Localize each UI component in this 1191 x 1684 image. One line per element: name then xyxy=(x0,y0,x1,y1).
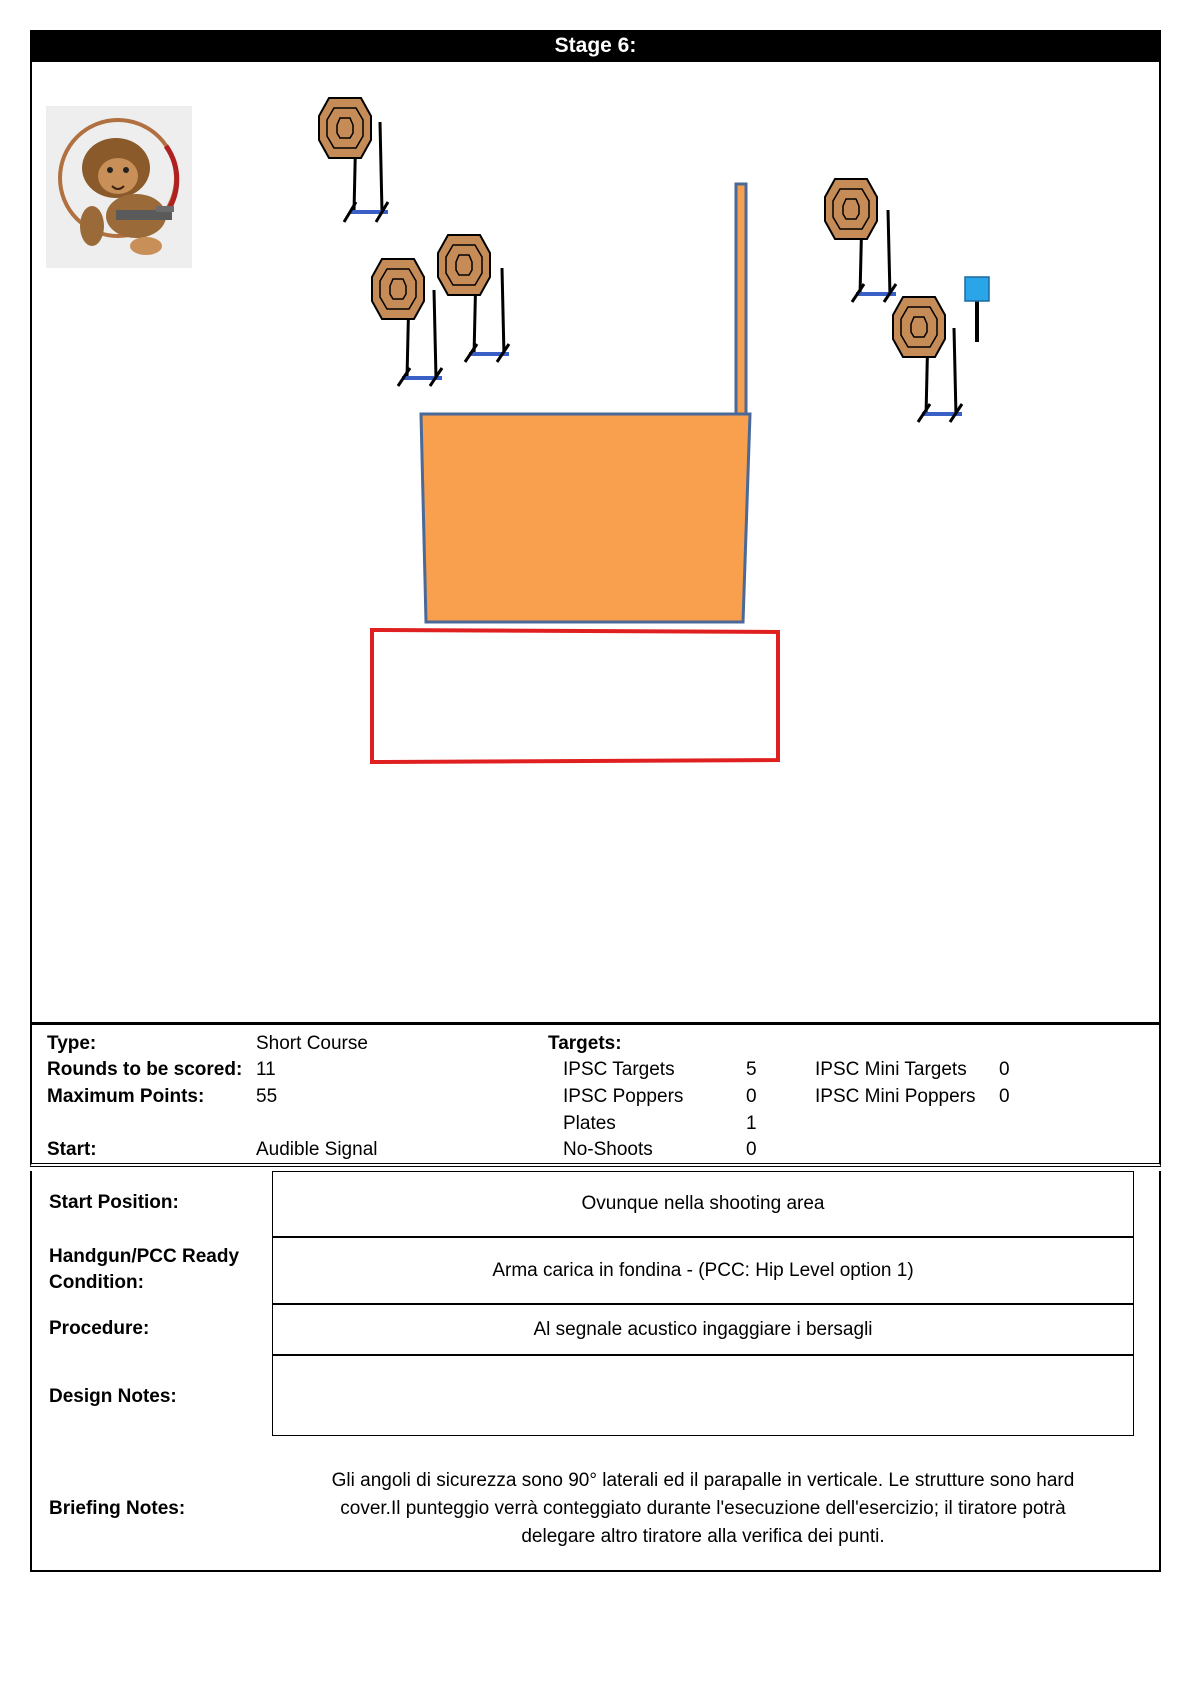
barricade-wall xyxy=(421,414,750,622)
stage-layout xyxy=(32,62,1159,1020)
target-type-count: 5 xyxy=(746,1059,757,1080)
design-notes-cell xyxy=(272,1355,1134,1436)
target-type-count: 0 xyxy=(746,1086,757,1107)
start-position-cell xyxy=(272,1171,1134,1237)
target-type-label: No-Shoots xyxy=(563,1139,653,1160)
ipsc-target-1 xyxy=(319,98,388,222)
mini-target-count: 0 xyxy=(999,1086,1010,1107)
briefing-notes-label: Briefing Notes: xyxy=(49,1498,186,1519)
ready-condition-value: Arma carica in fondina - (PCC: Hip Level option 1) xyxy=(492,1259,914,1281)
vertical-wall xyxy=(736,184,746,417)
stage-sheet xyxy=(30,30,1161,1572)
stage-diagram xyxy=(30,62,1161,1024)
ipsc-target-2 xyxy=(372,259,442,386)
ready-condition-label-line2: Condition: xyxy=(49,1272,144,1293)
design-notes-label: Design Notes: xyxy=(49,1386,177,1407)
mini-target-count: 0 xyxy=(999,1059,1010,1080)
briefing-line: cover.Il punteggio verrà conteggiato durante l'esecuzione dell'esercizio; il tiratore potrà xyxy=(340,1498,1066,1519)
ipsc-target-3 xyxy=(438,235,509,362)
ready-condition-label: Handgun/PCC Ready xyxy=(49,1246,240,1267)
ipsc-target-5 xyxy=(893,297,962,422)
mini-target-label: IPSC Mini Poppers xyxy=(815,1086,976,1107)
stage-title: Stage 6: xyxy=(30,30,1161,62)
target-type-label: IPSC Targets xyxy=(563,1059,675,1080)
targets-label: Targets: xyxy=(548,1033,622,1054)
mini-target-label: IPSC Mini Targets xyxy=(815,1059,967,1080)
target-type-count: 1 xyxy=(746,1113,757,1134)
briefing-line: Gli angoli di sicurezza sono 90° laterali ed il parapalle in verticale. Le strutture sono hard xyxy=(331,1470,1075,1491)
start-position-label: Start Position: xyxy=(49,1192,179,1213)
type-label: Type: xyxy=(47,1033,97,1054)
max-points-label: Maximum Points: xyxy=(47,1086,205,1107)
shooting-area-fault-line xyxy=(372,630,778,762)
procedure-cell xyxy=(272,1304,1134,1355)
max-points-value: 55 xyxy=(256,1086,278,1107)
procedure-value: Al segnale acustico ingaggiare i bersagli xyxy=(533,1318,873,1340)
steel-plate xyxy=(965,277,989,342)
target-type-label: Plates xyxy=(563,1113,616,1134)
rounds-value: 11 xyxy=(256,1059,276,1080)
stage-notes-table xyxy=(30,1171,1161,1572)
ipsc-target-4 xyxy=(825,179,896,302)
type-value: Short Course xyxy=(256,1033,368,1054)
ready-condition-cell xyxy=(272,1237,1134,1304)
target-type-label: IPSC Poppers xyxy=(563,1086,684,1107)
rounds-label: Rounds to be scored: xyxy=(47,1059,243,1080)
start-label: Start: xyxy=(47,1139,97,1160)
stage-info-table xyxy=(30,1022,1161,1167)
briefing-line: delegare altro tiratore alla verifica dei punti. xyxy=(521,1526,885,1547)
briefing-notes-text xyxy=(272,1467,1134,1553)
procedure-label: Procedure: xyxy=(49,1318,150,1339)
start-position-value: Ovunque nella shooting area xyxy=(581,1193,825,1214)
start-value: Audible Signal xyxy=(256,1139,378,1160)
target-type-count: 0 xyxy=(746,1139,757,1160)
